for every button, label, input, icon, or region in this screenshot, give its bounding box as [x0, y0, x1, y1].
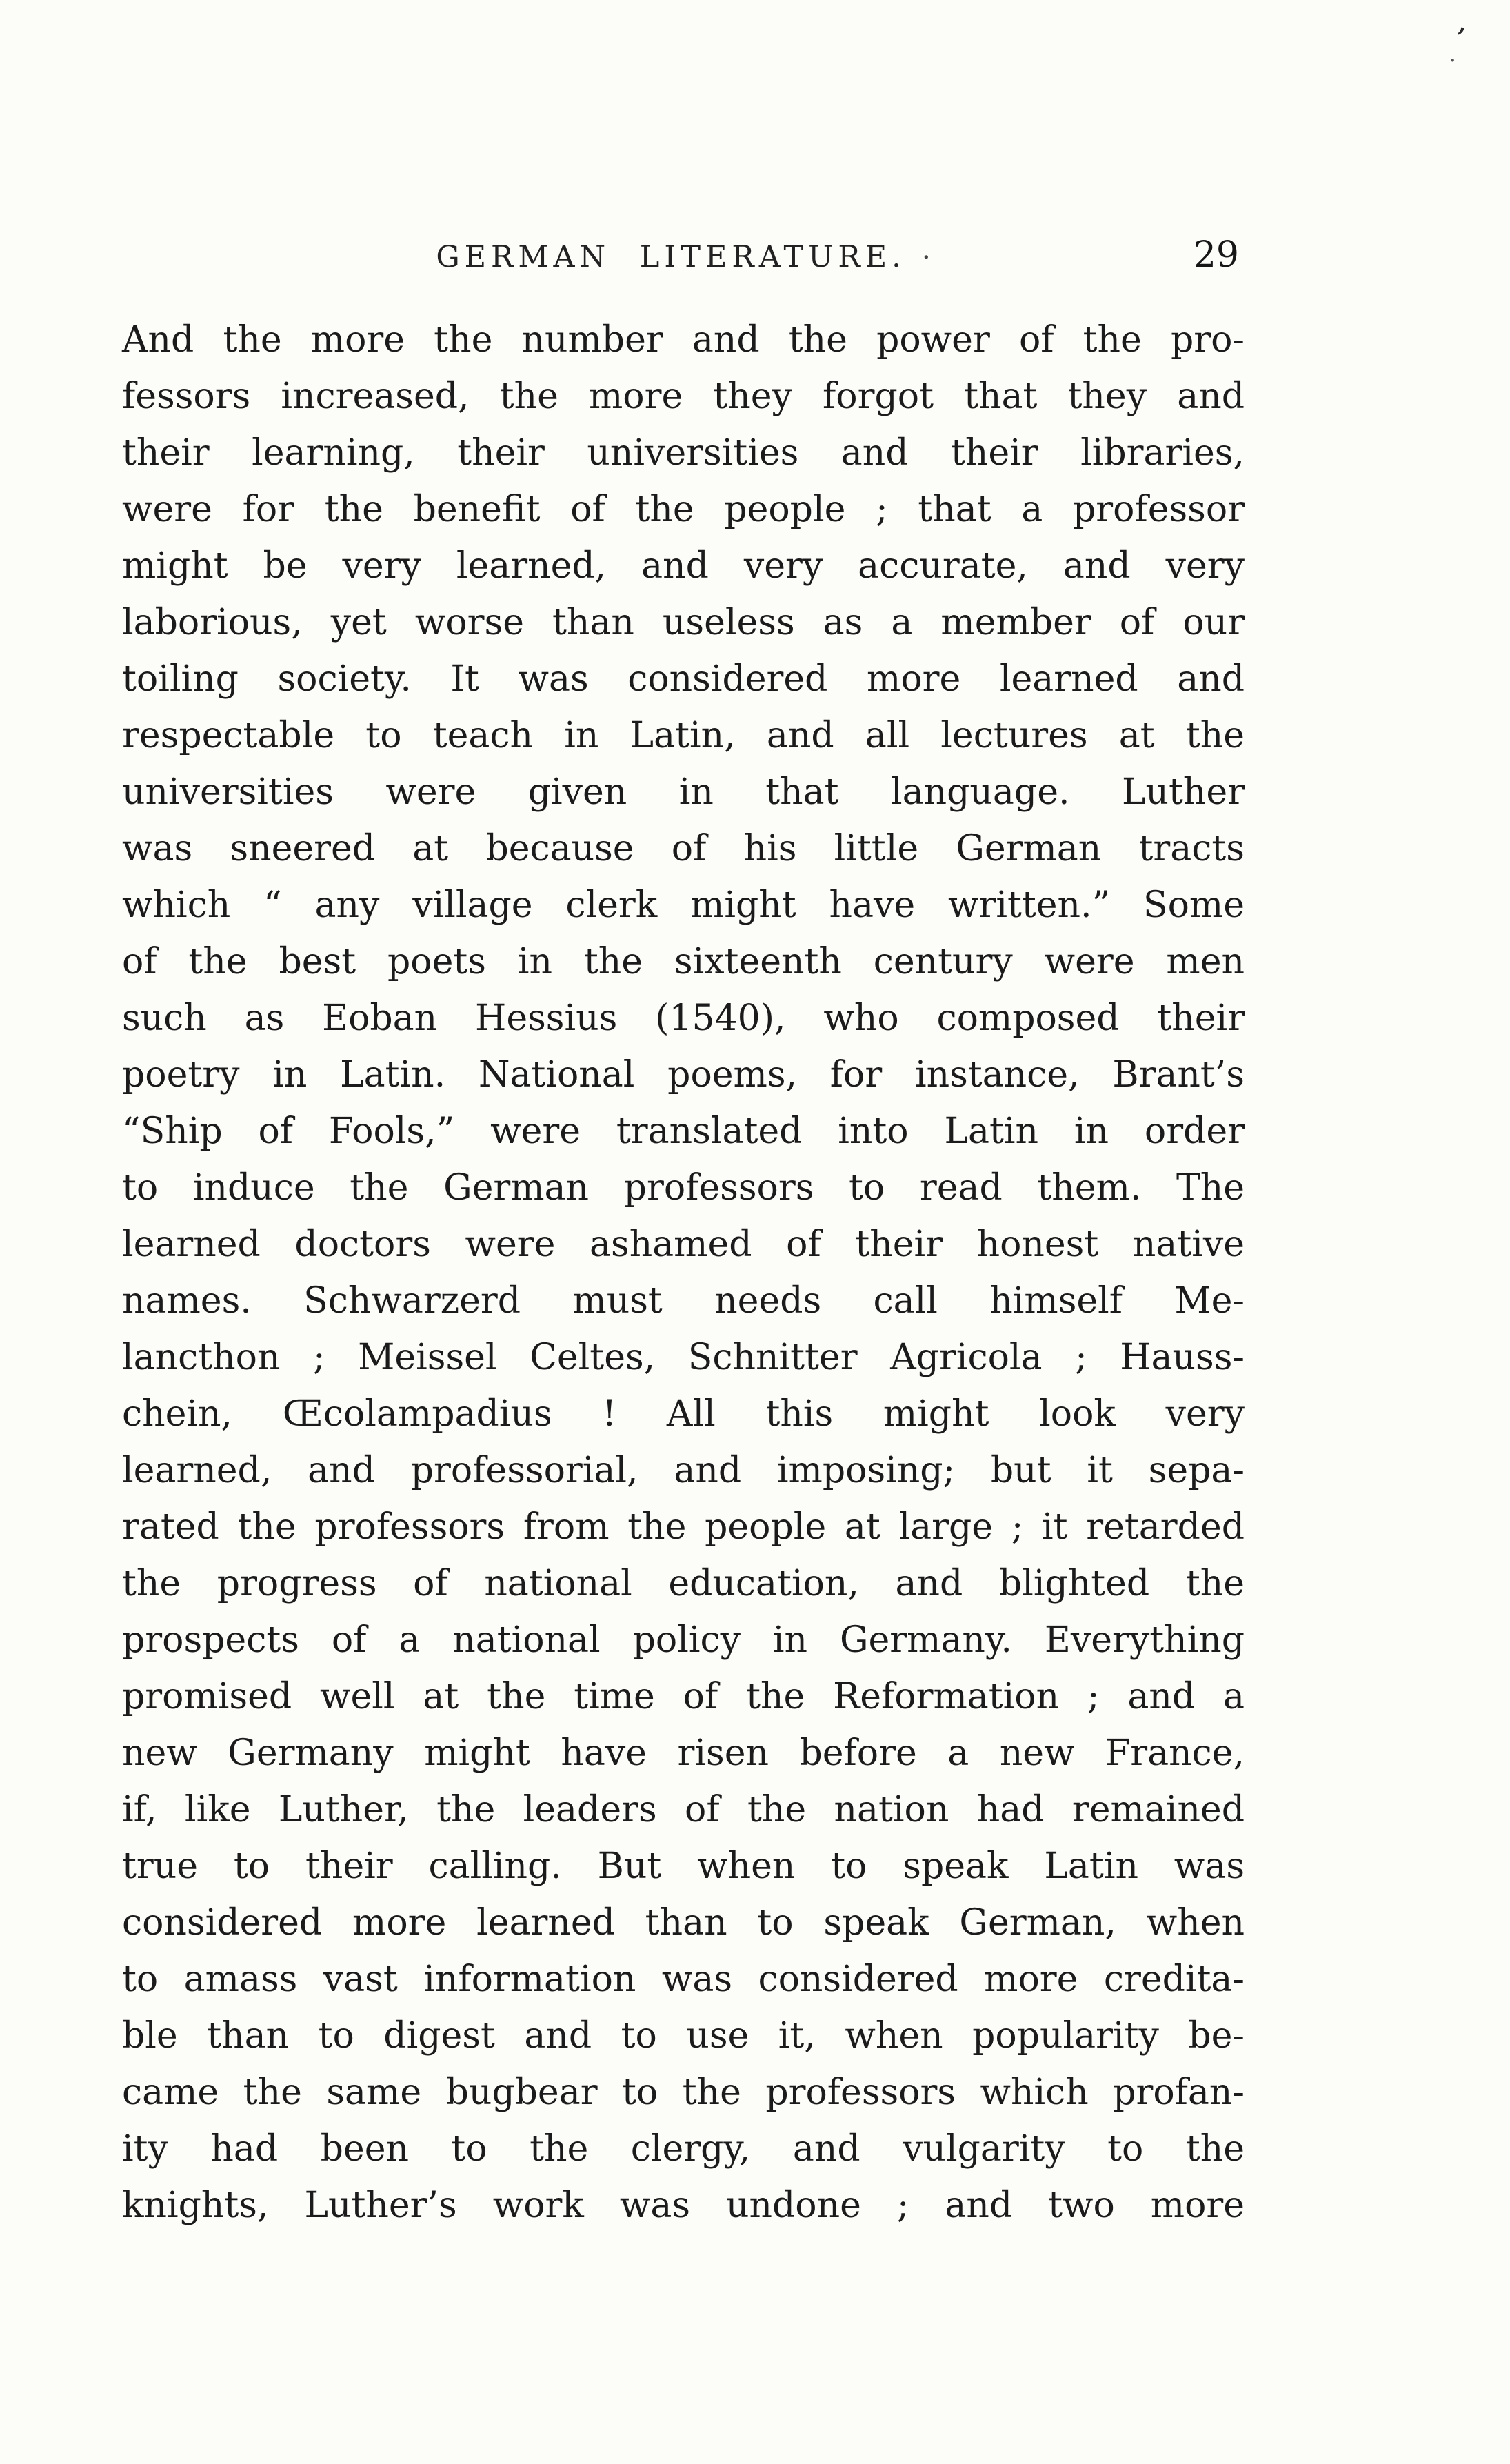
text-line: laborious, yet worse than useless as a member of our	[122, 602, 1245, 643]
text-line: “Ship of Fools,” were translated into Latin in order	[122, 1111, 1245, 1152]
text-line: was sneered at because of his little German tracts	[122, 828, 1245, 869]
text-line: toiling society. It was considered more learned and	[122, 658, 1245, 700]
text-line: ity had been to the clergy, and vulgarity to the	[122, 2128, 1245, 2170]
text-line: lancthon ; Meissel Celtes, Schnitter Agricola ; Hauss-	[122, 1337, 1245, 1378]
text-line: which “ any village clerk might have written.” Some	[122, 885, 1245, 926]
scan-artifact-dot: .	[1449, 40, 1456, 68]
text-line: came the same bugbear to the professors which profan-	[122, 2072, 1245, 2113]
text-line: ble than to digest and to use it, when popularity be-	[122, 2015, 1245, 2057]
text-line: learned, and professorial, and imposing; but it sepa-	[122, 1450, 1245, 1491]
text-line: rated the professors from the people at large ; it retarded	[122, 1506, 1245, 1548]
text-line: true to their calling. But when to speak Latin was	[122, 1846, 1245, 1887]
text-line: their learning, their universities and their libraries,	[122, 432, 1245, 474]
text-line: fessors increased, the more they forgot that they and	[122, 376, 1245, 417]
text-line: universities were given in that language. Luther	[122, 771, 1245, 813]
text-line: respectable to teach in Latin, and all lectures at the	[122, 715, 1245, 756]
page-header	[122, 234, 1245, 284]
running-title-wrap	[122, 240, 1245, 274]
text-line: to amass vast information was considered more credita-	[122, 1959, 1245, 2000]
text-line: new Germany might have risen before a new France,	[122, 1733, 1245, 1774]
text-line: And the more the number and the power of the pro-	[122, 319, 1245, 361]
text-line: knights, Luther’s work was undone ; and two more	[122, 2185, 1245, 2226]
text-line: to induce the German professors to read them. The	[122, 1167, 1245, 1209]
text-line: of the best poets in the sixteenth century were men	[122, 941, 1245, 982]
text-line: the progress of national education, and blighted the	[122, 1563, 1245, 1604]
running-title: GERMAN LITERATURE.	[436, 240, 906, 274]
text-line: names. Schwarzerd must needs call himself Me-	[122, 1280, 1245, 1322]
text-line: such as Eoban Hessius (1540), who composed their	[122, 998, 1245, 1039]
text-line: were for the benefit of the people ; that a professor	[122, 489, 1245, 530]
page-number: 29	[1193, 234, 1239, 276]
text-line: learned doctors were ashamed of their honest native	[122, 1224, 1245, 1265]
body-text	[122, 312, 1245, 2234]
text-line: might be very learned, and very accurate, and very	[122, 545, 1245, 587]
scan-artifact-mark: ,	[1456, 1, 1471, 39]
text-line: prospects of a national policy in Germany. Everything	[122, 1619, 1245, 1661]
text-line: poetry in Latin. National poems, for instance, Brant’s	[122, 1054, 1245, 1095]
text-line: chein, Œcolampadius ! All this might look very	[122, 1393, 1245, 1435]
text-line: if, like Luther, the leaders of the nation had remained	[122, 1789, 1245, 1830]
running-title-dot: ·	[921, 242, 931, 274]
text-line: promised well at the time of the Reformation ; and a	[122, 1676, 1245, 1717]
text-line: considered more learned than to speak German, when	[122, 1902, 1245, 1943]
